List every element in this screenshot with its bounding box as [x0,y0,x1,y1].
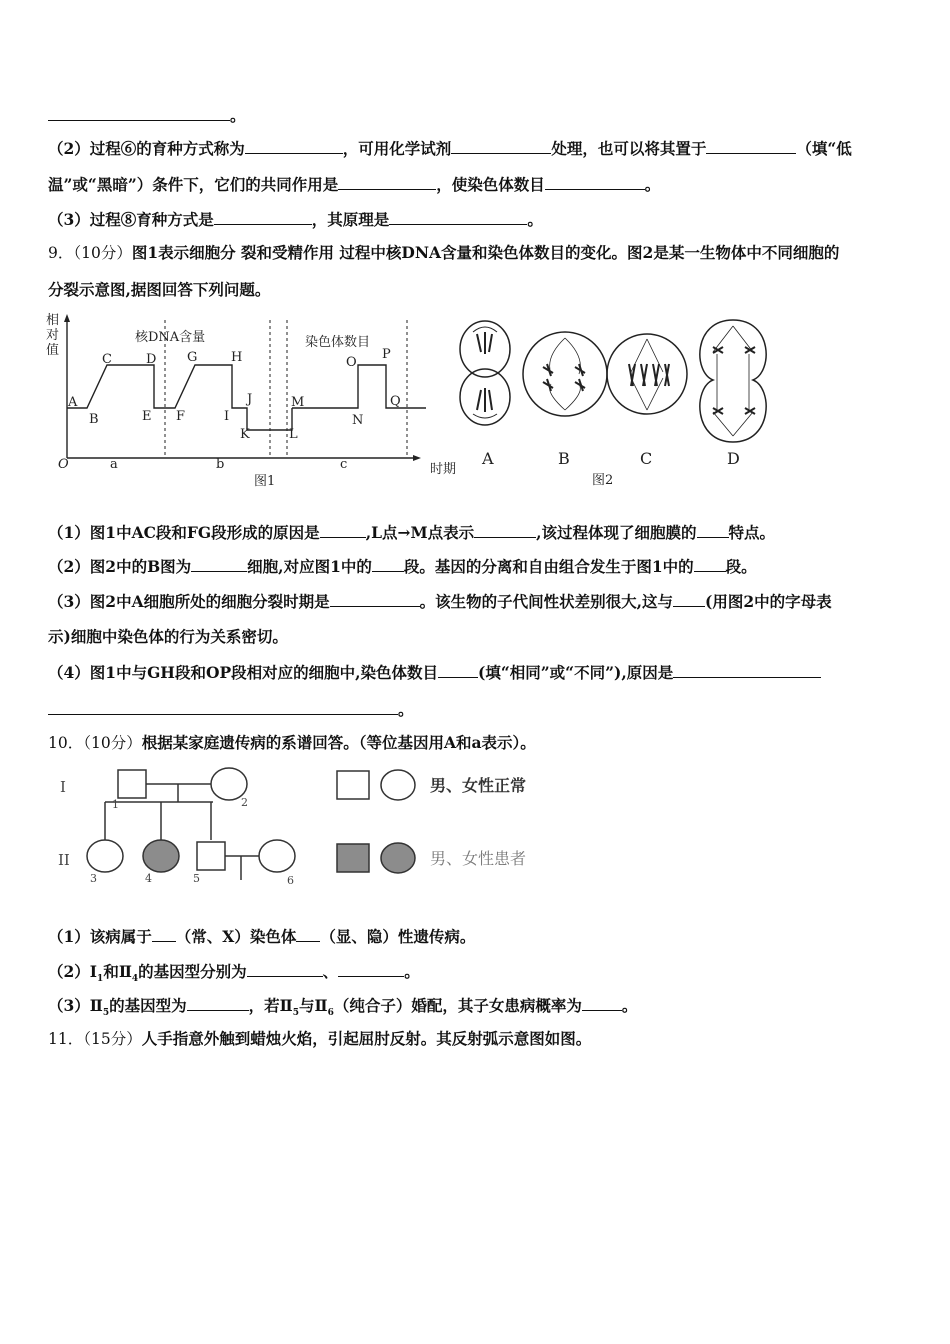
q9-part4: （4）图1中与GH段和OP段相对应的细胞中,染色体数目 (填“相同”或“不同”),原因是 [48,661,906,684]
blank[interactable] [389,208,527,225]
point-label: N [352,413,364,428]
point-label: H [231,350,243,365]
blank[interactable] [187,994,249,1011]
blank[interactable] [48,104,230,121]
ylabel-char: 对 [46,328,60,343]
figure1-caption: 图1 [254,474,276,489]
point-label: F [176,409,186,424]
q9-part2: （2）图2中的B图为 细胞,对应图1中的 段。基因的分离和自由组合发生于图1中的 段。 [48,557,757,576]
individual-number: 6 [287,874,294,887]
blank[interactable] [48,698,398,715]
q8-part2-line2: 温”或“黑暗”）条件下，它们的共同作用是 ，使染色体数目 。 [48,175,661,194]
q10-part2: $(2)Ⅰ_1$和$Ⅱ_4$的基因型分别为 、 。 [48,962,420,985]
point-label: A [68,395,78,410]
q9-stem-cont: 分裂示意图,据图回答下列问题。 [48,280,271,299]
q8-part2-line1: （2）过程⑥的育种方式称为 ，可用化学试剂 处理，也可以将其置于 （填“低 [48,139,852,158]
point-label: Q [390,394,401,409]
chromosome-label: 染色体数目 [305,335,371,350]
blank[interactable] [673,661,821,678]
q9-part1: （1）图1中AC段和FG段形成的原因是 ,L点→M点表示 ,该过程体现了细胞膜的 特点。 [48,523,776,542]
point-label: I [224,409,230,424]
point-label: M [291,395,305,410]
blank[interactable] [338,960,404,977]
blank[interactable] [214,208,312,225]
blank[interactable] [451,137,551,154]
legend-affected-male [337,844,369,872]
individual-number: 1 [112,798,119,811]
cell-label: C [640,449,653,468]
point-label: E [142,409,152,424]
origin-label: O [58,457,69,472]
q9-stem: 9．（10分）图1表示细胞分 裂和受精作用 过程中核DNA含量和染色体数目的变化。图2是某一生物体中不同细胞的 [48,243,840,262]
q10-stem: 10．（10分）根据某家庭遗传病的系谱回答。（等位基因用A和a表示）。 [48,733,536,752]
ylabel-char: 值 [46,343,60,358]
blank[interactable] [338,173,436,190]
blank[interactable] [694,555,726,572]
legend-normal-male [337,771,369,799]
generation-label: I [60,778,66,796]
dna-label: 核DNA含量 [135,330,206,345]
point-label: L [289,427,298,442]
figure2-caption: 图2 [592,473,614,488]
stage-label: c [340,457,348,472]
chromosome-curve [292,365,426,408]
stage-label: a [110,457,118,472]
q10-part3: $(3)Ⅱ_5$的基因型为 ，若$Ⅱ_5$与$Ⅱ_6$（纯合子）婚配，其子女患病概率为 。 [48,996,638,1019]
legend-normal-female [381,770,415,800]
generation-label: II [58,851,70,869]
individual-II4 [143,840,179,872]
blank[interactable] [582,994,622,1011]
point-label: C [102,352,112,367]
individual-number: 4 [145,872,152,885]
individual-number: 3 [90,872,97,885]
pedigree-chart [48,762,568,892]
x-axis-label: 时期 [430,462,457,477]
q9-part3: （3）图2中A细胞所处的细胞分裂时期是 。该生物的子代间性状差别很大,这与 (用图2中的字母表 [48,592,832,611]
cell-label: B [558,449,570,468]
point-label: D [146,352,157,367]
individual-number: 2 [241,796,248,809]
blank[interactable] [697,521,729,538]
blank[interactable] [245,137,343,154]
legend-normal-label: 男、女性正常 [430,776,527,795]
stage-label: b [216,457,225,472]
point-label: K [240,427,250,442]
cell-label: A [482,449,494,468]
cell-label: D [727,449,740,468]
blank[interactable] [545,173,645,190]
blank[interactable] [474,521,536,538]
q11-stem: 11．（15分）人手指意外触到蜡烛火焰，引起屈肘反射。其反射弧示意图如图。 [48,1029,592,1048]
point-label: G [187,350,198,365]
cell-d [700,320,766,442]
ylabel-char: 相 [46,313,60,328]
blank[interactable] [673,590,705,607]
cell-c [607,334,687,414]
figure2-cells [455,312,785,492]
blank[interactable] [191,555,247,572]
individual-number: 5 [193,872,200,885]
point-label: J [247,392,253,407]
q10-part1: （1）该病属于 （常、X）染色体 （显、隐）性遗传病。 [48,927,476,946]
individual-I1 [118,770,146,798]
individual-II6 [259,840,295,872]
cell-a [460,321,510,425]
blank[interactable] [152,925,176,942]
point-label: O [346,355,357,370]
blank[interactable] [247,960,323,977]
blank[interactable] [438,661,478,678]
point-label: P [382,347,391,362]
legend-affected-label: 男、女性患者 [430,849,527,868]
figure1-chart [40,308,460,493]
q8-part3: （3）过程⑧育种方式是 ，其原理是 。 [48,210,543,229]
blank[interactable] [706,137,796,154]
blank[interactable] [296,925,320,942]
cell-b [523,332,607,416]
legend-affected-female [381,843,415,873]
q9-part3-cont: 示)细胞中染色体的行为关系密切。 [48,627,288,646]
individual-II3 [87,840,123,872]
blank[interactable] [320,521,366,538]
individual-II5 [197,842,225,870]
q9-part4-cont: 。 [48,698,906,721]
point-label: B [89,412,99,427]
answer-line-continuation: 。 [48,104,906,127]
blank[interactable] [372,555,404,572]
blank[interactable] [330,590,420,607]
